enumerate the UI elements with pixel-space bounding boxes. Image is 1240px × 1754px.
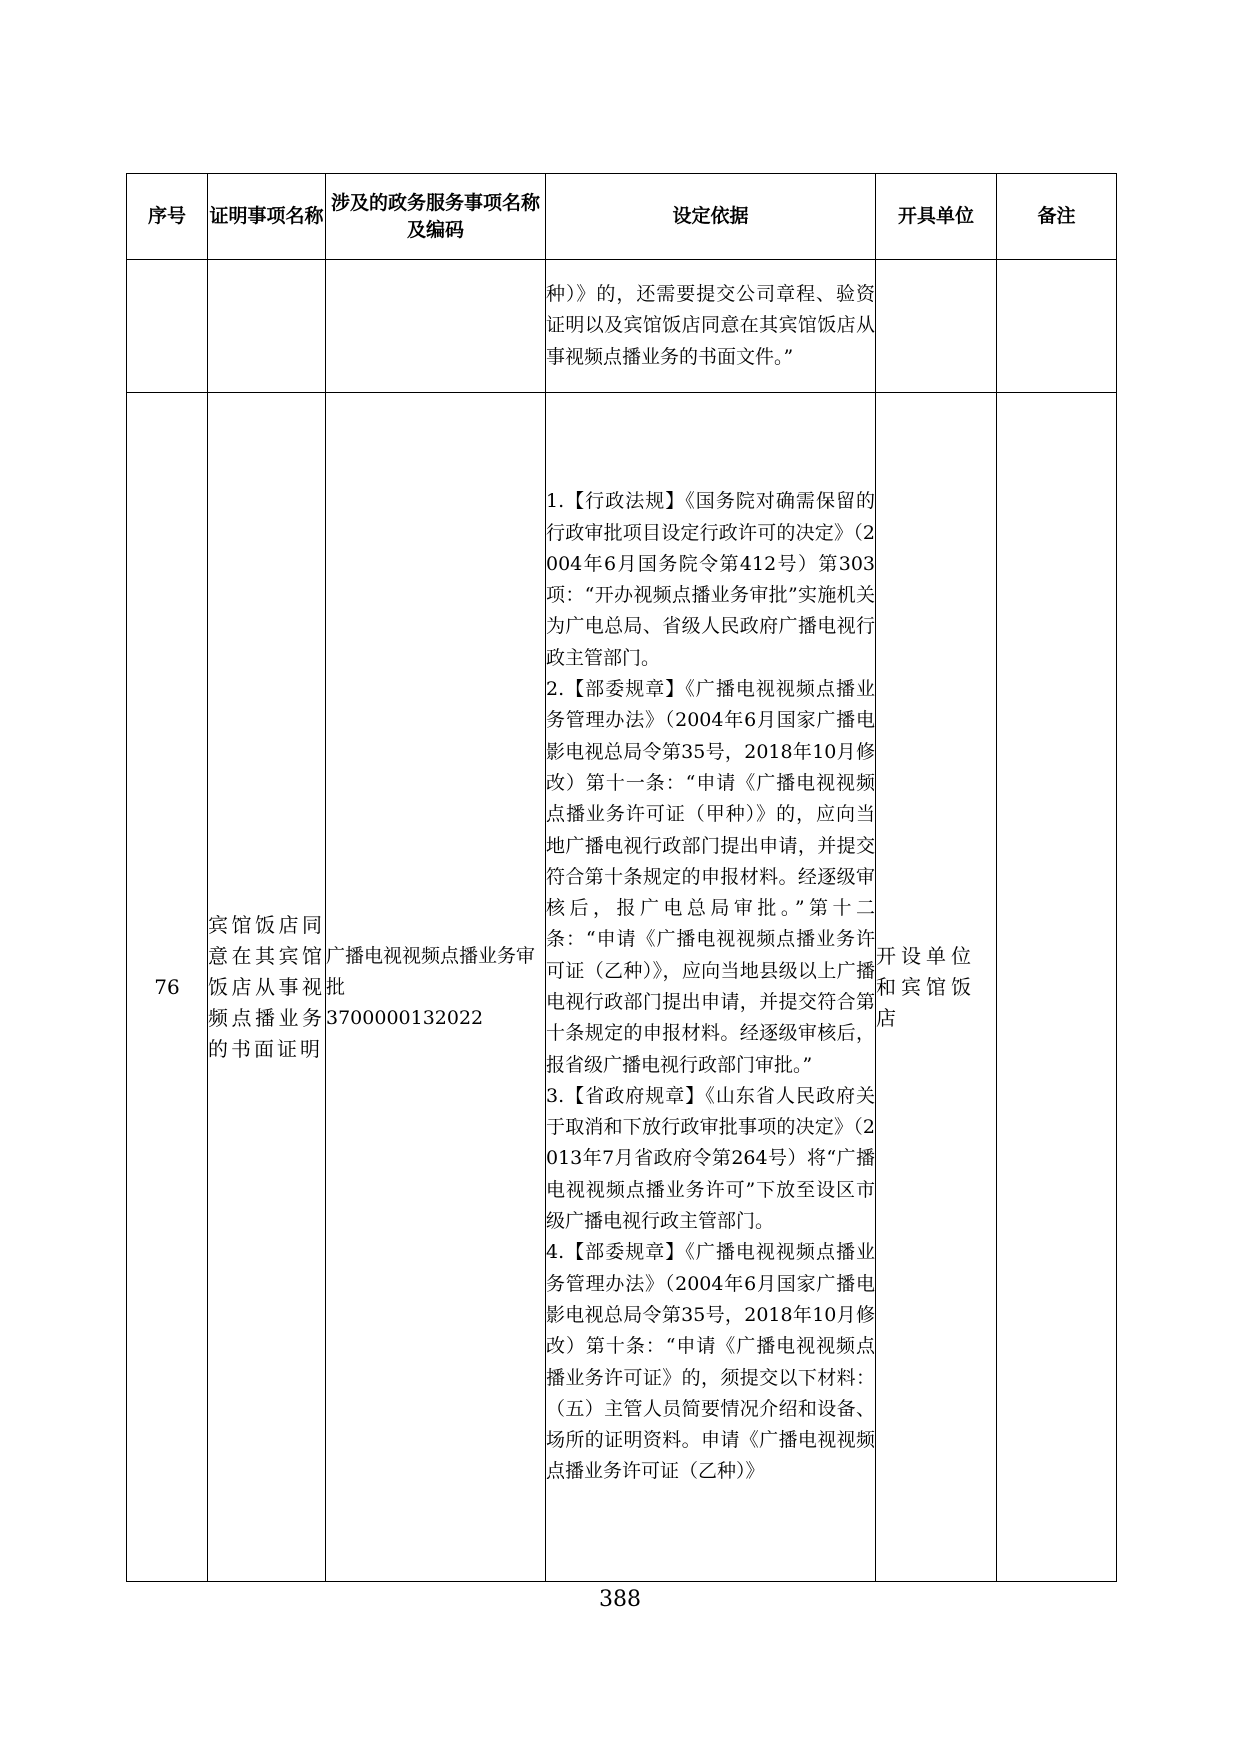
basis-item-2: 2.【部委规章】《广播电视视频点播业务管理办法》（2004年6月国家广播电影电视总局令第35号，2018年10月修改）第十一条：“申请《广播电视视频点播业务许可证（甲种）》的，应向当地广播电视行政部门提出申请，并提交符合第十条规定的申报材料。经逐级审核后，报广电总局审批。”第十二条：“申请《广播电视视频点播业务许可证（乙种）》，应向当地县级以上广播电视行政部门提出申请，并提交符合第十条规定的申报材料。经逐级审核后，报省级广播电视行政部门审批。”	[546, 678, 875, 1076]
row-remark	[997, 393, 1117, 1582]
basis-item-1: 1.【行政法规】《国务院对确需保留的行政审批项目设定行政许可的决定》（2004年6月国务院令第412号）第303项：“开办视频点播业务审批”实施机关为广电总局、省级人民政府广播电视行政主管部门。	[546, 490, 875, 669]
header-seq: 序号	[127, 174, 208, 260]
row-certificate-name: 宾馆饭店同意在其宾馆饭店从事视频点播业务的书面证明	[208, 393, 326, 1582]
table-header-row	[127, 174, 1117, 260]
header-remark: 备注	[997, 174, 1117, 260]
cell-empty	[127, 260, 208, 393]
continuation-basis: 种）》的，还需要提交公司章程、验资证明以及宾馆饭店同意在其宾馆饭店从事视频点播业务的书面文件。”	[546, 260, 876, 393]
service-name: 广播电视视频点播业务审批	[326, 944, 536, 998]
row-seq: 76	[127, 393, 208, 1582]
header-issuer: 开具单位	[876, 174, 997, 260]
cell-empty	[326, 260, 546, 393]
table-row-continuation	[127, 260, 1117, 393]
table-row	[127, 393, 1117, 1582]
basis-item-4: 4.【部委规章】《广播电视视频点播业务管理办法》（2004年6月国家广播电影电视总局令第35号，2018年10月修改）第十条：“申请《广播电视视频点播业务许可证》的，须提交以下材料：（五）主管人员简要情况介绍和设备、场所的证明资料。申请《广播电视视频点播业务许可证（乙种）》	[546, 1241, 875, 1483]
row-service	[326, 393, 546, 1582]
document-table	[126, 173, 1117, 1582]
service-code: 3700000132022	[326, 1006, 484, 1029]
cell-empty	[208, 260, 326, 393]
header-basis: 设定依据	[546, 174, 876, 260]
row-basis	[546, 393, 876, 1582]
row-issuer: 开设单位和宾馆饭店	[876, 393, 997, 1582]
basis-item-3: 3.【省政府规章】《山东省人民政府关于取消和下放行政审批事项的决定》（2013年7月省政府令第264号）将“广播电视视频点播业务许可”下放至设区市级广播电视行政主管部门。	[546, 1084, 875, 1233]
header-service: 涉及的政务服务事项名称及编码	[326, 174, 546, 260]
cell-empty	[876, 260, 997, 393]
cell-empty	[997, 260, 1117, 393]
page-number: 388	[599, 1587, 641, 1612]
header-name: 证明事项名称	[208, 174, 326, 260]
